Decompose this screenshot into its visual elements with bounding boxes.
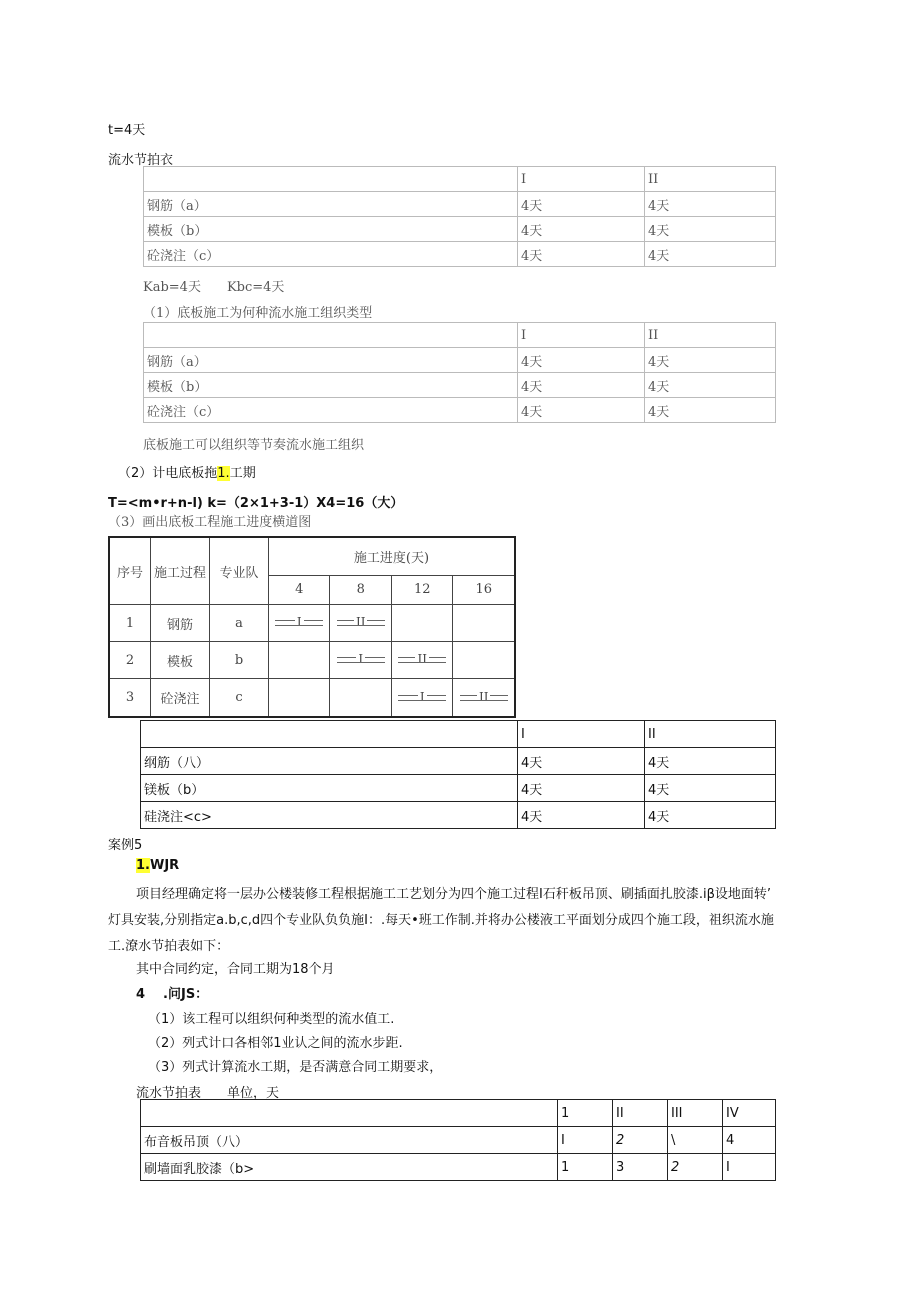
table-row: I II [144, 167, 776, 192]
table-row: 刷墙面乳胶漆（b> 1 3 2 I [141, 1154, 776, 1181]
table-row: 3 砼浇注 c I II [109, 679, 515, 717]
table-row: 模板（b） 4天 4天 [144, 373, 776, 398]
day-label: 4 [269, 575, 330, 605]
day-label: 16 [453, 575, 515, 605]
day-label: 12 [391, 575, 452, 605]
question-heading: 4 .问JS： [136, 987, 209, 1002]
table-row: 1 II III IV [141, 1100, 776, 1127]
table4-caption: 流水节拍表 单位，天 [136, 1086, 280, 1101]
table-row: 钢筋（a） 4天 4天 [144, 192, 776, 217]
gantt-bar: I [398, 690, 446, 706]
q1-answer: 底板施工可以组织等节奏流水施工组织 [143, 438, 365, 453]
question-item: （1）该工程可以组织何种类型的流水值工. [148, 1012, 395, 1027]
table-row: I II [141, 721, 776, 748]
paragraph-line: 工.潦水节拍表如下： [108, 939, 230, 954]
gantt-bar: II [398, 652, 446, 668]
table-row: 纲筋（八） 4天 4天 [141, 748, 776, 775]
gantt-bar: II [337, 615, 385, 631]
table-row: 模板（b） 4天 4天 [144, 217, 776, 242]
t-value-line: t=4天 [108, 123, 146, 138]
header-seq: 序号 [109, 537, 151, 605]
highlight-mark: 1. [217, 466, 230, 481]
header-team: 专业队 [210, 537, 269, 605]
progress-gantt-table [108, 536, 516, 718]
table-row: 钢筋（a） 4天 4天 [144, 348, 776, 373]
table-row: 镁板（b） 4天 4天 [141, 775, 776, 802]
table-row [109, 537, 515, 575]
q1-heading: （1）底板施工为何种流水施工组织类型 [143, 306, 373, 321]
day-label: 8 [330, 575, 391, 605]
table2 [143, 322, 776, 423]
table-row: 砼浇注（c） 4天 4天 [144, 242, 776, 267]
duration-formula: T=<m•r+n-l) k=（2×1+3-1）X4=16（大） [108, 496, 404, 511]
table3 [140, 720, 776, 829]
header-process: 施工过程 [151, 537, 210, 605]
contract-line: 其中合同约定，合同工期为18个月 [136, 962, 335, 977]
table-row: 2 模板 b I II [109, 642, 515, 679]
highlight-mark: 1. [136, 858, 150, 873]
q2-heading: （2）计电底板拖1.工期 [118, 466, 256, 481]
k-line: Kab=4天 Kbc=4天 [143, 280, 285, 295]
table-row: 砼浇注（c） 4天 4天 [144, 398, 776, 423]
table1-caption: 流水节拍衣 [108, 153, 174, 168]
question-item: （2）列式计口各相邻1业认之间的流水步距. [148, 1036, 403, 1051]
wjr-heading: 1.WJR [136, 858, 180, 873]
gantt-bar: I [337, 652, 385, 668]
paragraph-line: 灯具安装,分别指定a.b,c,d四个专业队负负施I：.每天•班工作制.并将办公楼液工平面划分成四个施工段，祖织流水施 [108, 913, 774, 928]
question-item: （3）列式计算流水工期，是否满意合同工期要求， [148, 1060, 443, 1075]
table1 [143, 166, 776, 267]
paragraph-line: 项目经理确定将一层办公楼装修工程根据施工工艺划分为四个施工过程I石秆板吊顶、刷插面扎胶漆.iβ设地面转’ [136, 887, 772, 902]
case-title: 案例5 [108, 838, 143, 853]
header-progress: 施工进度(天) [269, 537, 516, 575]
q3-heading: （3）画出底板工程施工进度横道图 [108, 515, 312, 530]
table-row: 硅浇注<c> 4天 4天 [141, 802, 776, 829]
table4 [140, 1099, 776, 1181]
table-row: I II [144, 323, 776, 348]
table-row: 布音板吊顶（八） I 2 \ 4 [141, 1127, 776, 1154]
gantt-bar: I [275, 615, 323, 631]
table-row: 1 钢筋 a I II [109, 605, 515, 642]
gantt-bar: II [460, 690, 508, 706]
